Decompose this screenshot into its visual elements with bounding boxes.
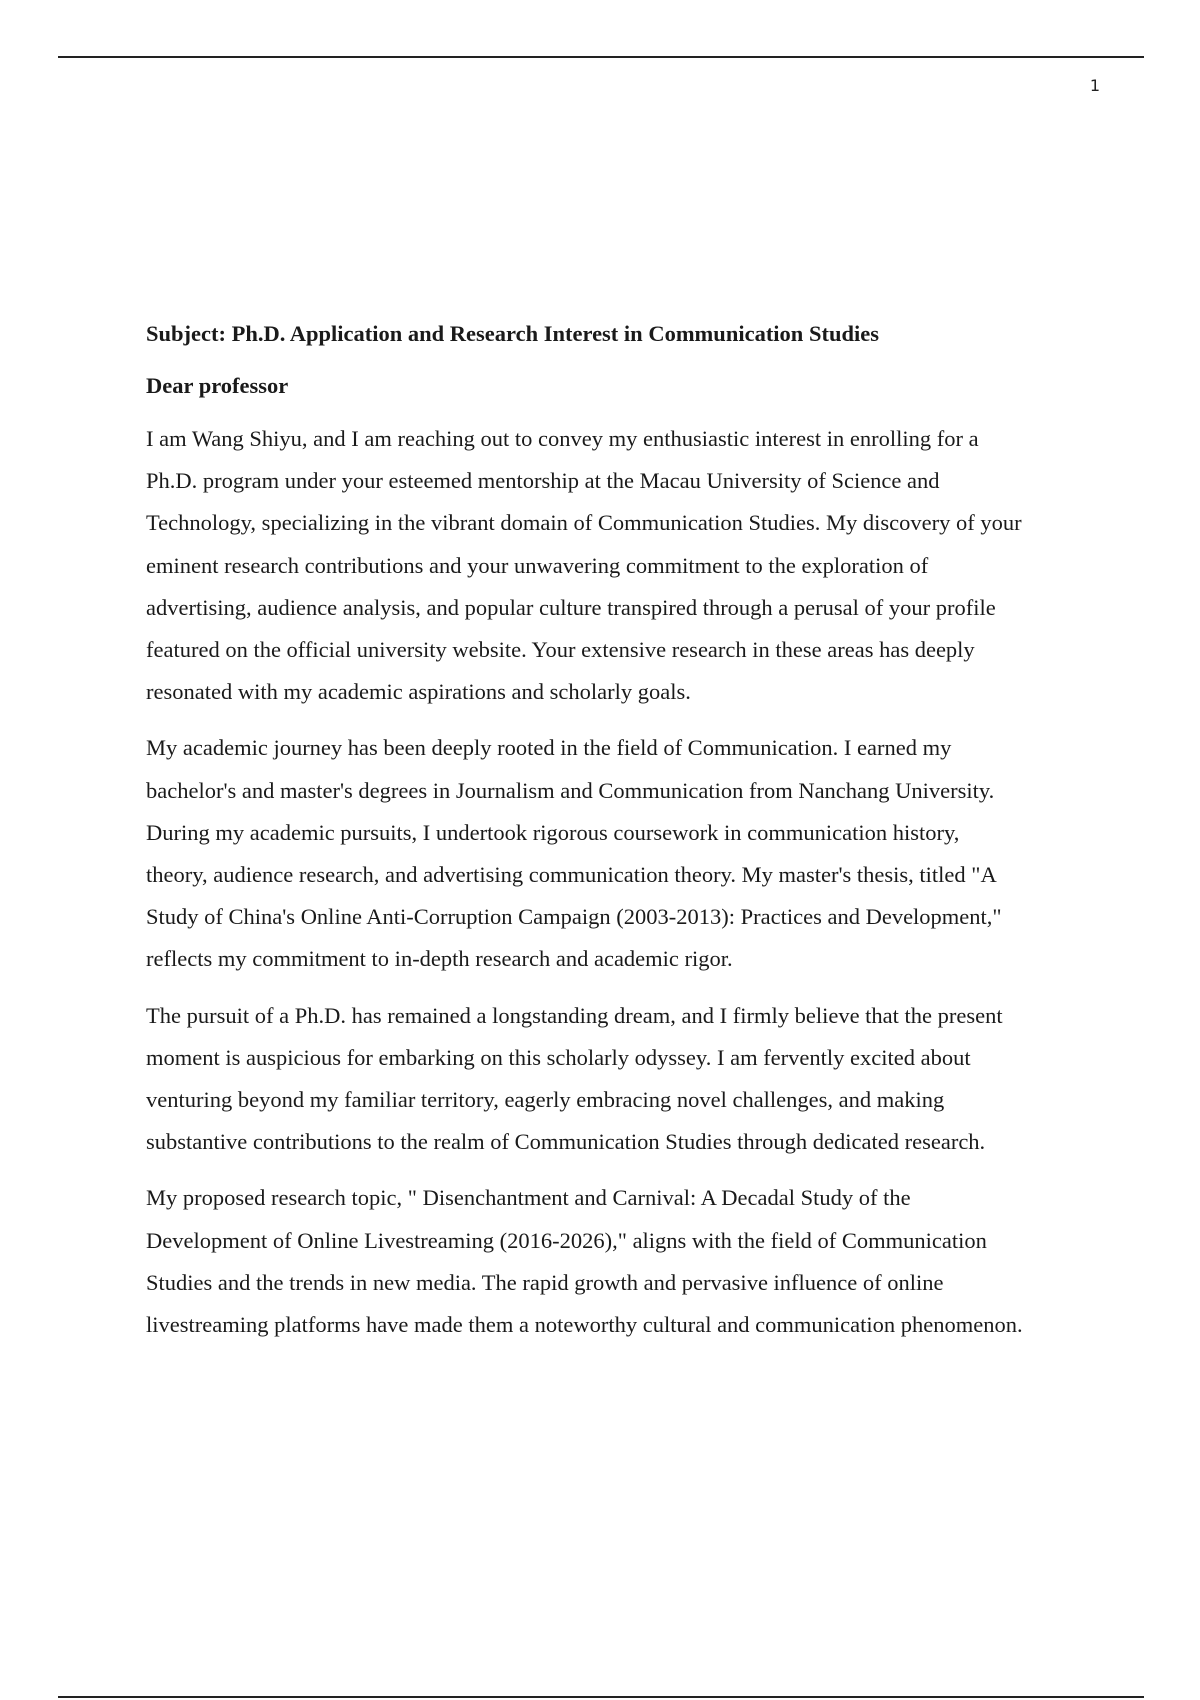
paragraph-line: bachelor's and master's degrees in Journalism and Communication from Nanchang University. xyxy=(146,777,995,803)
header-rule xyxy=(58,56,1144,58)
paragraph-line: theory, audience research, and advertising communication theory. My master's thesis, titled "A xyxy=(146,862,997,888)
letter-body xyxy=(146,318,1106,1360)
paragraph-line: My academic journey has been deeply rooted in the field of Communication. I earned my xyxy=(146,735,952,761)
paragraph-3 xyxy=(146,995,1106,1164)
paragraph-line: Development of Online Livestreaming (2016-2026)," aligns with the field of Communication xyxy=(146,1227,987,1253)
paragraph-line: livestreaming platforms have made them a noteworthy cultural and communication phenomenon. xyxy=(146,1312,1023,1338)
paragraph-line: eminent research contributions and your unwavering commitment to the exploration of xyxy=(146,552,929,578)
paragraph-line: substantive contributions to the realm of Communication Studies through dedicated research. xyxy=(146,1129,986,1155)
paragraph-line: During my academic pursuits, I undertook rigorous coursework in communication history, xyxy=(146,819,960,845)
paragraph-line: advertising, audience analysis, and popular culture transpired through a perusal of your profile xyxy=(146,594,996,620)
paragraph-line: resonated with my academic aspirations and scholarly goals. xyxy=(146,679,691,705)
paragraph-4 xyxy=(146,1177,1106,1346)
paragraph-line: venturing beyond my familiar territory, eagerly embracing novel challenges, and making xyxy=(146,1087,945,1113)
paragraph-line: Technology, specializing in the vibrant domain of Communication Studies. My discovery of your xyxy=(146,510,1022,536)
paragraph-2 xyxy=(146,727,1106,980)
paragraph-line: featured on the official university website. Your extensive research in these areas has deeply xyxy=(146,637,975,663)
paragraph-line: Study of China's Online Anti-Corruption Campaign (2003-2013): Practices and Development," xyxy=(146,904,1002,930)
subject-line: Subject: Ph.D. Application and Research Interest in Communication Studies xyxy=(146,321,879,346)
paragraph-line: Ph.D. program under your esteemed mentorship at the Macau University of Science and xyxy=(146,468,940,494)
salutation: Dear professor xyxy=(146,373,289,398)
paragraph-line: Studies and the trends in new media. The rapid growth and pervasive influence of online xyxy=(146,1269,944,1295)
page-number: 1 xyxy=(1089,76,1100,95)
paragraph-line: The pursuit of a Ph.D. has remained a longstanding dream, and I firmly believe that the present xyxy=(146,1002,1003,1028)
paragraph-line: My proposed research topic, " Disenchantment and Carnival: A Decadal Study of the xyxy=(146,1185,911,1211)
paragraph-line: I am Wang Shiyu, and I am reaching out to convey my enthusiastic interest in enrolling for a xyxy=(146,426,979,451)
paragraph-line: reflects my commitment to in-depth research and academic rigor. xyxy=(146,946,733,972)
paragraph-line: moment is auspicious for embarking on this scholarly odyssey. I am fervently excited about xyxy=(146,1044,971,1070)
paragraph-1 xyxy=(146,418,1106,713)
footer-rule xyxy=(58,1696,1144,1698)
